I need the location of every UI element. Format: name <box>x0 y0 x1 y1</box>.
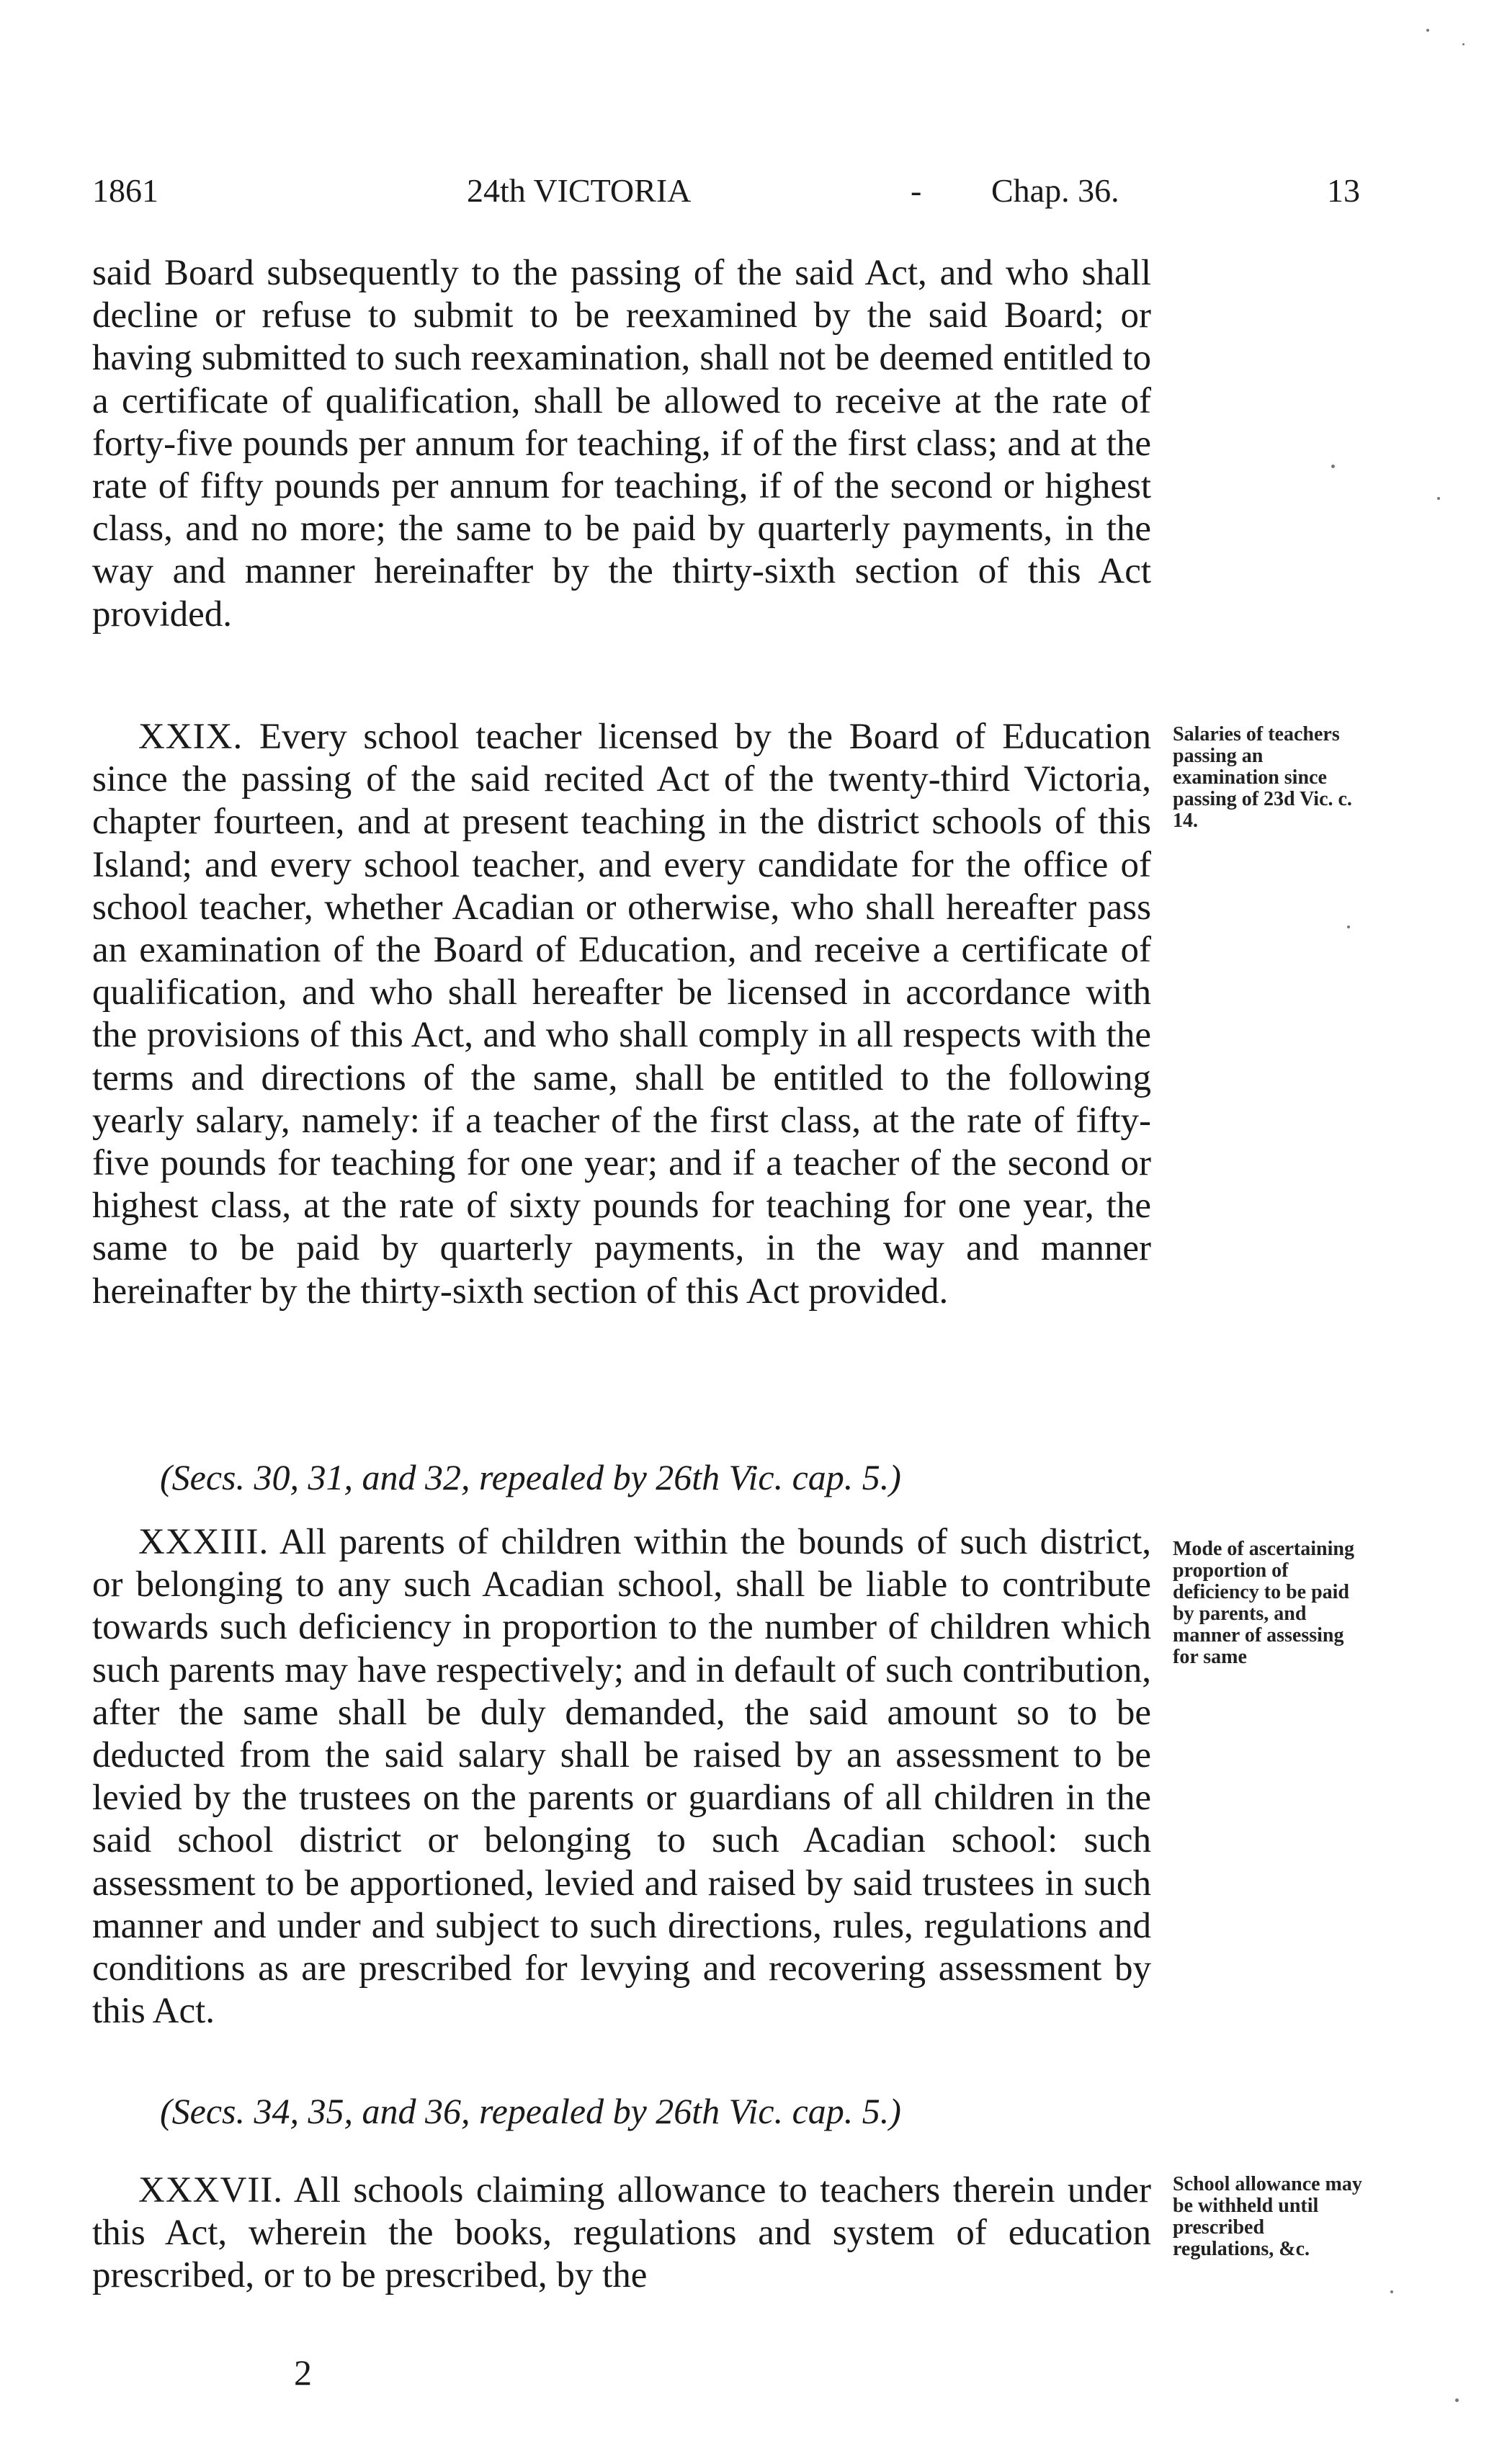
running-header <box>92 171 1360 222</box>
header-dash: - <box>911 172 922 209</box>
header-chapter: Chap. 36. <box>991 172 1119 209</box>
section-xxix <box>92 716 1151 1313</box>
section-text: Every school teacher licensed by the Board of Education since the passing of the said recited Act of the twenty-third Victoria, chapter fourteen, and at present teaching in the district schools of this Island; and every school teacher, and every candidate for the office of school teacher, whether Acadian or otherwise, who shall hereafter pass an examination of the Board of Education, and receive a certificate of qualification, and who shall hereafter be licensed in accordance with the provisions of this Act, and who shall comply in all respects with the terms and directions of the same, shall be entitled to the following yearly salary, namely: if a teacher of the first class, at the rate of fifty-five pounds for teaching for one year; and if a teacher of the second or highest class, at the rate of sixty pounds for teaching for one year, the same to be paid by quarterly payments, in the way and manner hereinafter by the thirty-sixth section of this Act provided. <box>92 717 1151 1312</box>
header-page-number: 13 <box>1327 172 1360 209</box>
print-speck <box>1390 2290 1393 2293</box>
section-number: XXIX. <box>138 717 243 757</box>
print-speck <box>1347 926 1350 928</box>
section-text: All parents of children within the bounds of such district, or belonging to any such Acadian school, shall be liable to contribute towards such deficiency in proportion to the number of children which such parents may have respectively; and in default of such contribution, after the same shall be duly demanded, the said amount so to be deducted from the said salary shall be raised by an assessment to be levied by the trustees on the parents or guardians of all children in the said school district or belonging to such Acadian school: such assessment to be apportioned, levied and raised by said trustees in such manner and under and subject to such directions, rules, regulations and conditions as are prescribed for levying and recovering assessment by this Act. <box>92 1522 1152 2032</box>
header-title: 24th VICTORIA <box>467 172 692 209</box>
signature-mark: 2 <box>294 2352 312 2393</box>
header-year: 1861 <box>92 172 158 209</box>
paragraph-text: said Board subsequently to the passing of the said Act, and who shall decline or refuse to submit to be reexamined by the said Board; or having submitted to such reexamination, shall not be deemed entitled to a certificate of qualification, shall be allowed to receive at the rate of forty-five pounds per annum for teaching, if of the first class; and at the rate of fifty pounds per annum for teaching, if of the second or highest class, and no more; the same to be paid by quarterly payments, in the way and manner hereinafter by the thirty-sixth section of this Act provided. <box>92 253 1151 635</box>
print-speck <box>1426 29 1429 32</box>
section-number: XXXVII. <box>138 2170 284 2210</box>
section-text: All schools claiming allowance to teachers therein under this Act, wherein the books, regulations and system of education prescribed, or to be prescribed, by the <box>92 2170 1151 2296</box>
section-xxxvii <box>92 2169 1151 2298</box>
margin-note-assessment: Mode of ascertaining proportion of deficiency to be paid by parents, and manner of assessing for same <box>1173 1538 1354 1668</box>
section-number: XXXIII. <box>138 1522 269 1562</box>
margin-note-salaries: Salaries of teachers passing an examination since passing of 23d Vic. c. 14. <box>1173 723 1352 832</box>
section-xxxiii <box>92 1521 1151 2033</box>
repeal-note: (Secs. 30, 31, and 32, repealed by 26th Vic. cap. 5.) <box>160 1457 901 1497</box>
paragraph-continued <box>92 252 1151 636</box>
section-paragraph <box>92 2169 1151 2298</box>
repeal-note: (Secs. 34, 35, and 36, repealed by 26th Vic. cap. 5.) <box>160 2091 901 2131</box>
print-speck <box>1331 465 1335 468</box>
section-paragraph <box>92 1521 1151 2033</box>
section-paragraph <box>92 716 1151 1313</box>
print-speck <box>1455 2398 1459 2402</box>
margin-note-withheld: School allowance may be withheld until prescribed regulations, &c. <box>1173 2173 1362 2260</box>
print-speck <box>1437 497 1440 500</box>
print-speck <box>1462 43 1465 45</box>
